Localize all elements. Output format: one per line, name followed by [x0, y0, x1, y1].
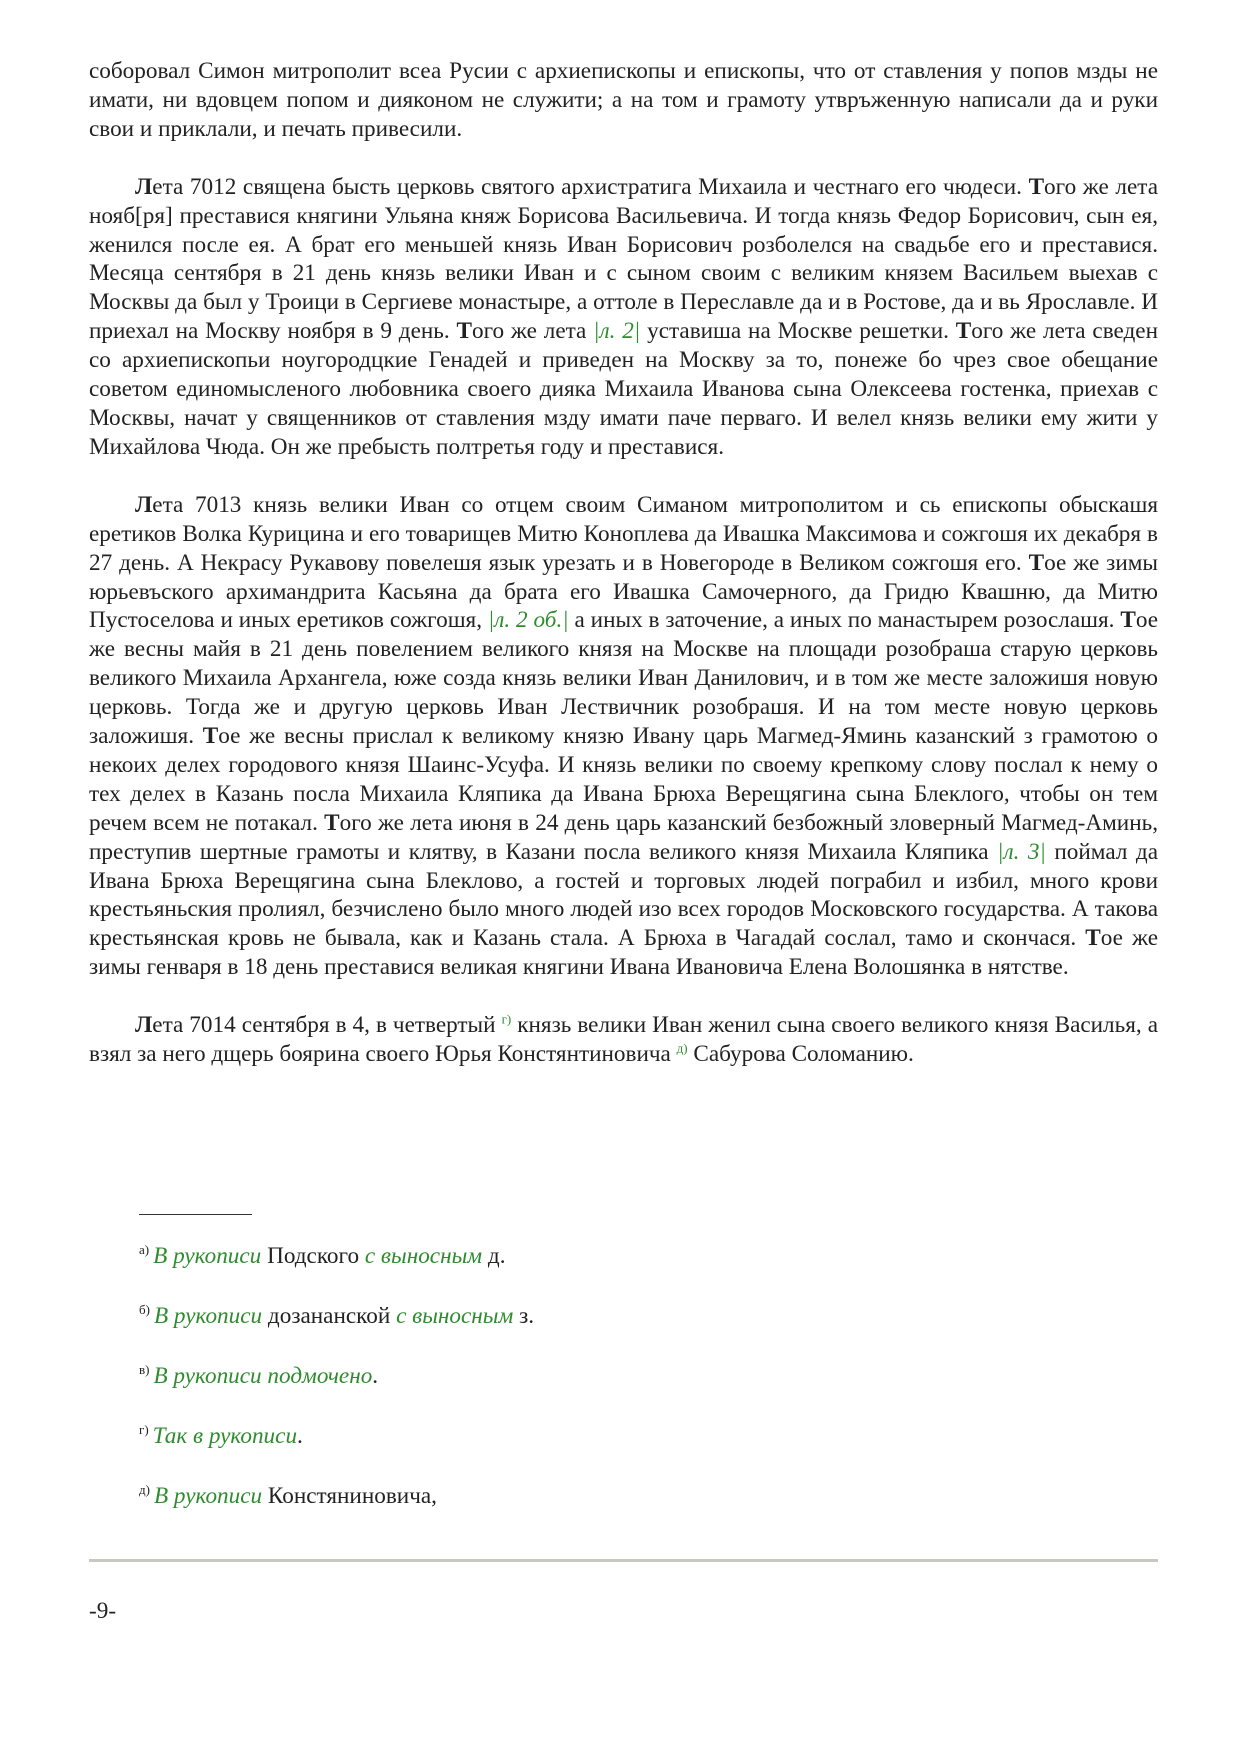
footnote-item — [139, 1362, 1139, 1390]
folio-reference: |л. 2| — [593, 318, 641, 345]
paragraph-7014 — [89, 1011, 1158, 1069]
initial-letter: Т — [1028, 549, 1045, 576]
footnote-editorial-note: с выносным — [396, 1303, 514, 1329]
paragraph-7012 — [89, 173, 1158, 462]
paragraph-continued: соборовал Симон митрополит всеа Русии с архиепископы и епископы, что от ставления у попов мзды не имати, ни вдовцем попом и дияконом не служити; а на том и грамоту утвръженную написали да и руки свои и приклали, и печать привесили. — [89, 58, 1158, 142]
paragraph-text: ета 7014 сентября в 4, в четвертый — [152, 1012, 502, 1039]
paragraph-text: поймал да Ивана Брюха Верещягина сына Блеклово, а гостей и торговых людей пограбил и избил, много крови крестьяньския пролиял, безчислено было много людей изо всех городов Московского государства. А такова крестьянская кровь не бывала, как и Казань стала. А Брюха в Чагадай сослал, тамо и скончася. — [89, 838, 1158, 952]
footnote-item — [139, 1302, 1139, 1330]
footnote-editorial-note: Так в рукописи — [152, 1423, 298, 1449]
footnote-editorial-note: В рукописи — [153, 1243, 262, 1269]
footnote-mark: г) — [139, 1422, 149, 1438]
initial-letter: Л — [135, 1012, 153, 1039]
paragraph-text: Сабурова Соломанию. — [687, 1041, 914, 1068]
paragraph-text: ое же весны майя в 21 день повелением великого князя на Москве на площади розобраша старую церковь великого Михаила Архангела, юже созда князь велики Иван Данилович, и в том же месте заложишя новую церковь. Тогда же и другую церковь Иван Лествичник розобрашя. И на том месте новую церковь заложишя. — [89, 607, 1158, 750]
initial-letter: Т — [1028, 173, 1045, 200]
footnote-mark: а) — [139, 1242, 150, 1258]
footnote-editorial-note: В рукописи — [153, 1483, 263, 1509]
footnote-mark: д) — [139, 1482, 150, 1498]
page-number: -9- — [89, 1598, 117, 1624]
footnote-editorial-note: В рукописи — [153, 1303, 263, 1329]
folio-reference: |л. 3| — [997, 838, 1046, 865]
paragraph-text: ета 7013 князь велики Иван со отцем своим Симаном митрополитом и сь епископы обыскашя еретиков Волка Курицина и его товарищев Митю Коноплева да Ивашка Максимова и сожгошя их декабря в 27 день. А Некрасу Рукавову повелешя язык урезать и в Новегороде в Великом сожгошя его. — [89, 491, 1158, 576]
footnote-text: Констяниновича, — [262, 1483, 437, 1509]
footnote-text: д. — [482, 1243, 506, 1269]
initial-letter: Л — [135, 491, 153, 518]
footnote-separator — [139, 1214, 252, 1215]
footnote-item — [139, 1422, 1139, 1450]
footnote-text: . — [297, 1423, 303, 1449]
footnote-mark: в) — [139, 1362, 150, 1378]
document-body — [89, 57, 1158, 1098]
footnote-text: . — [372, 1363, 379, 1389]
paragraph-text: ого же лета нояб[ря] преставися княгини Ульяна княж Борисова Васильевича. И тогда князь Федор Борисович, сын ея, женился после ея. А брат его меньшей князь Иван Борисович розболелся на свадьбе его и преставися. Месяца сентября в 21 день князь велики Иван и с сыном своим с великим князем Васильем выехав с Москвы да был у Троици в Сергиеве монастыре, а оттоле в Переславле да и в Ростове, да и вь Ярославле. И приехал на Москву ноября в 9 день. — [89, 173, 1159, 345]
footnote-item — [139, 1482, 1139, 1510]
paragraph-text: ого же лета июня в 24 день царь казанский безбожный зловерный Магмед-Аминь, преступив шертные грамоты и клятву, в Казани посла великого князя Михаила Кляпика — [89, 809, 1158, 865]
paragraph-text: а иных в заточение, а иных по манастырем розослашя. — [568, 607, 1121, 634]
folio-reference: |л. 2 об.| — [487, 607, 569, 634]
paragraph-text: ое же весны прислал к великому князю Ивану царь Магмед-Яминь казанский з грамотою о некоих делех городового князя Шаинс-Усуфа. И князь велики по своему крепкому слову послал к нему о тех делех в Казань посла Михаила Кляпика да Ивана Брюха Верещягина сына Блеклого, чтобы он тем речем всем не потакал. — [89, 723, 1158, 836]
initial-letter: Т — [1085, 925, 1101, 952]
paragraph-text: ое же зимы юрьевъского архимандрита Касьяна да брата его Ивашка Самочерного, да Гридю Квашню, да Митю Пустоселова и иных еретиков сожгошя, — [89, 549, 1159, 634]
initial-letter: Т — [1120, 607, 1136, 634]
initial-letter: Т — [955, 318, 972, 345]
footnote-editorial-note: В рукописи подмочено — [153, 1363, 373, 1389]
paragraph-text: ого же лета сведен со архиепископьи ноугородцкие Генадей и приведен на Москву за то, понеже бо чрез свое обещание советом единомысленого любовника своего дияка Михаила Иванова сына Олексеева гостенка, приехав с Москвы, начат у священников от ставления мзду имати паче перваго. И велел князь велики ему жити у Михайлова Чюда. Он же пребысть полтретья году и преставися. — [89, 318, 1159, 460]
footnote-reference[interactable]: д) — [676, 1040, 688, 1056]
paragraph-text: уставиша на Москве решетки. — [640, 318, 956, 345]
footnote-text: Подского — [261, 1243, 365, 1269]
footnote-item — [139, 1242, 1139, 1270]
paragraph-7013 — [89, 491, 1158, 982]
initial-letter: Т — [456, 318, 472, 345]
initial-letter: Л — [135, 173, 153, 200]
initial-letter: Т — [324, 809, 340, 836]
footnote-editorial-note: с выносным — [364, 1243, 483, 1269]
footnotes-section — [139, 1242, 1139, 1542]
footnote-text: дозананской — [262, 1303, 397, 1329]
paragraph-text: ого же лета — [471, 318, 594, 345]
initial-letter: Т — [202, 723, 219, 750]
footnote-reference[interactable]: г) — [501, 1011, 512, 1027]
footnote-text: з. — [513, 1303, 535, 1329]
paragraph-text: князь велики Иван женил сына своего великого князя Василья, а взял за него дщерь боярина своего Юрья Констянтиновича — [89, 1012, 1158, 1068]
paragraph-text: ое же зимы генваря в 18 день преставися великая княгини Ивана Ивановича Елена Волошянка в нятстве. — [89, 925, 1158, 981]
page-footer-rule — [89, 1559, 1158, 1562]
footnote-mark: б) — [139, 1302, 150, 1318]
paragraph-text: ета 7012 священа бысть церковь святого архистратига Михаила и честнаго его чюдеси. — [152, 173, 1029, 200]
